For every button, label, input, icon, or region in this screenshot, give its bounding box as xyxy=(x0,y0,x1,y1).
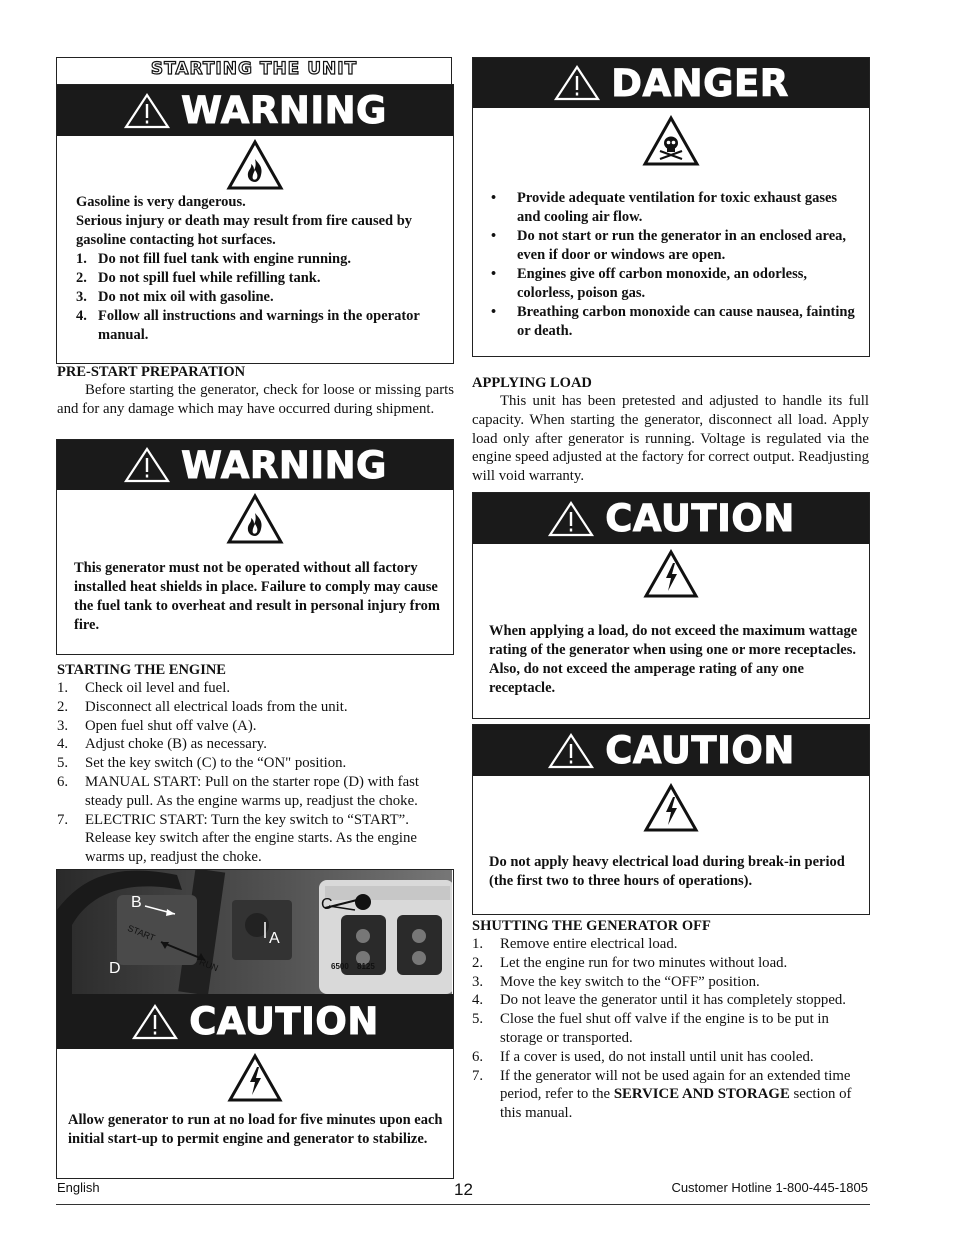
warning-header xyxy=(57,440,453,490)
panel-model-label: 6500 xyxy=(331,962,349,971)
customer-hotline: Customer Hotline 1-800-445-1805 xyxy=(671,1180,868,1195)
shutting-off-section xyxy=(472,917,869,1123)
exclamation-triangle-icon xyxy=(547,732,595,770)
skull-crossbones-icon xyxy=(642,115,700,167)
shutting-off-heading: SHUTTING THE GENERATOR OFF xyxy=(472,918,711,934)
caution-header xyxy=(57,994,453,1049)
prestart-heading: PRE-START PREPARATION xyxy=(57,364,246,380)
list-item: 5. Set the key switch (C) to the “ON" position. xyxy=(57,755,347,772)
caution1-text: Allow generator to run at no load for five minutes upon each initial start-up to permit engine and generator to stabilize. xyxy=(68,1112,443,1147)
prestart-section xyxy=(57,363,454,419)
caution2-text: When applying a load, do not exceed the maximum wattage rating of the generator when using one or more receptacles. Also, do not exceed the amperage rating of any one receptacle. xyxy=(489,623,858,696)
caution-signal-word: CAUTION xyxy=(605,729,795,772)
caution-box-break-in-photo xyxy=(56,869,454,1179)
warning2-text: This generator must not be operated without all factory installed heat shields in place. Failure to comply may cause the fuel tank to overheat and result in personal injury from fire. xyxy=(74,560,440,633)
page-number: 12 xyxy=(454,1180,473,1199)
exclamation-triangle-icon xyxy=(123,446,171,484)
shutting-off-list xyxy=(472,935,869,1123)
warning1-intro1: Gasoline is very dangerous. xyxy=(76,194,246,210)
danger-header xyxy=(473,58,869,108)
danger-signal-word: DANGER xyxy=(611,61,789,105)
list-item: 2. Let the engine run for two minutes without load. xyxy=(472,954,788,971)
exclamation-triangle-icon xyxy=(123,92,171,130)
photo-label-run: RUN xyxy=(197,956,220,974)
list-item: 7. ELECTRIC START: Turn the key switch to “START”. Release key switch after the engine starts. As the engine warms up, readjust the choke. xyxy=(57,811,417,866)
list-item: • Engines give off carbon monoxide, an odorless, colorless, poison gas. xyxy=(489,265,859,303)
warning-box-heat-shields xyxy=(56,439,454,655)
section-title: STARTING THE UNIT xyxy=(150,59,358,79)
warning-header xyxy=(57,85,453,136)
photo-label-d: D xyxy=(109,960,121,977)
danger-list xyxy=(489,189,859,341)
warning1-text xyxy=(76,193,436,345)
warning-signal-word: WARNING xyxy=(181,89,387,132)
exclamation-triangle-icon xyxy=(547,500,595,538)
exclamation-triangle-icon xyxy=(553,64,601,102)
list-item: 6. MANUAL START: Pull on the starter rope (D) with fast steady pull. As the engine warms up, readjust the choke. xyxy=(57,773,420,809)
generator-control-panel-photo xyxy=(57,870,452,994)
list-item: 1. Do not fill fuel tank with engine running. xyxy=(76,251,351,267)
warning-signal-word: WARNING xyxy=(181,443,387,487)
electric-shock-icon xyxy=(227,1053,283,1103)
applying-load-heading: APPLYING LOAD xyxy=(472,375,592,391)
list-item: • Do not start or run the generator in an enclosed area, even if door or windows are open. xyxy=(489,227,859,265)
starting-engine-list xyxy=(57,679,454,867)
caution-box-break-in-load xyxy=(472,724,870,915)
list-item: • Provide adequate ventilation for toxic exhaust gases and cooling air flow. xyxy=(489,189,859,227)
caution-signal-word: CAUTION xyxy=(189,1000,379,1043)
warning1-intro2: Serious injury or death may result from fire caused by gasoline contacting hot surfaces. xyxy=(76,213,413,248)
prestart-text: Before starting the generator, check for loose or missing parts and for any damage which may have occurred during shipment. xyxy=(57,382,454,417)
list-item: 6. If a cover is used, do not install until unit has cooled. xyxy=(472,1048,814,1065)
warning1-list xyxy=(76,250,436,345)
list-item: 1. Check oil level and fuel. xyxy=(57,680,231,696)
photo-label-start: START xyxy=(126,922,157,944)
fire-hazard-icon xyxy=(226,139,284,191)
caution3-text: Do not apply heavy electrical load during break-in period (the first two to three hours of operations). xyxy=(489,854,845,889)
list-item: 3. Open fuel shut off valve (A). xyxy=(57,717,257,734)
list-item: 1. Remove entire electrical load. xyxy=(472,936,678,952)
footer-rule xyxy=(56,1204,870,1205)
starting-engine-heading: STARTING THE ENGINE xyxy=(57,662,226,678)
electric-shock-icon xyxy=(643,783,699,833)
warning-box-gasoline xyxy=(56,84,454,364)
caution-box-wattage xyxy=(472,492,870,719)
fire-hazard-icon xyxy=(226,493,284,545)
exclamation-triangle-icon xyxy=(131,1003,179,1041)
panel-model-label-2: 8125 xyxy=(357,962,375,971)
photo-label-c: C xyxy=(321,896,333,913)
list-item: 7. If the generator will not be used again for an extended time period, refer to the SERVICE AND STORAGE section of this manual. xyxy=(472,1067,852,1122)
photo-label-a: A xyxy=(269,930,280,947)
footer-language: English xyxy=(57,1180,100,1195)
list-item: 4. Follow all instructions and warnings in the operator manual. xyxy=(76,308,420,343)
list-item: • Breathing carbon monoxide can cause nausea, fainting or death. xyxy=(489,303,859,341)
caution-header xyxy=(473,725,869,776)
starting-engine-section xyxy=(57,661,454,867)
list-item: 2. Do not spill fuel while refilling tank. xyxy=(76,270,321,286)
list-item: 2. Disconnect all electrical loads from the unit. xyxy=(57,698,348,715)
section-title-box xyxy=(56,57,452,85)
electric-shock-icon xyxy=(643,549,699,599)
applying-load-section xyxy=(472,374,869,486)
list-item: 4. Do not leave the generator until it has completely stopped. xyxy=(472,992,846,1009)
list-item: 5. Close the fuel shut off valve if the engine is to be put in storage or transported. xyxy=(472,1011,829,1046)
caution-signal-word: CAUTION xyxy=(605,497,795,540)
applying-load-text: This unit has been pretested and adjusted to handle its full capacity. When starting the generator, disconnect all load. Apply load only after generator is running. Voltage is regulated via the engine speed adjusted at the factory for correct output. Readjusting will void warranty. xyxy=(472,393,869,485)
service-storage-reference: SERVICE AND STORAGE xyxy=(613,1086,790,1103)
list-item: 3. Do not mix oil with gasoline. xyxy=(76,289,274,305)
photo-label-b: B xyxy=(131,894,142,911)
caution-header xyxy=(473,493,869,544)
danger-box-carbon-monoxide xyxy=(472,57,870,357)
list-item: 4. Adjust choke (B) as necessary. xyxy=(57,736,267,753)
list-item: 3. Move the key switch to the “OFF” position. xyxy=(472,973,760,990)
